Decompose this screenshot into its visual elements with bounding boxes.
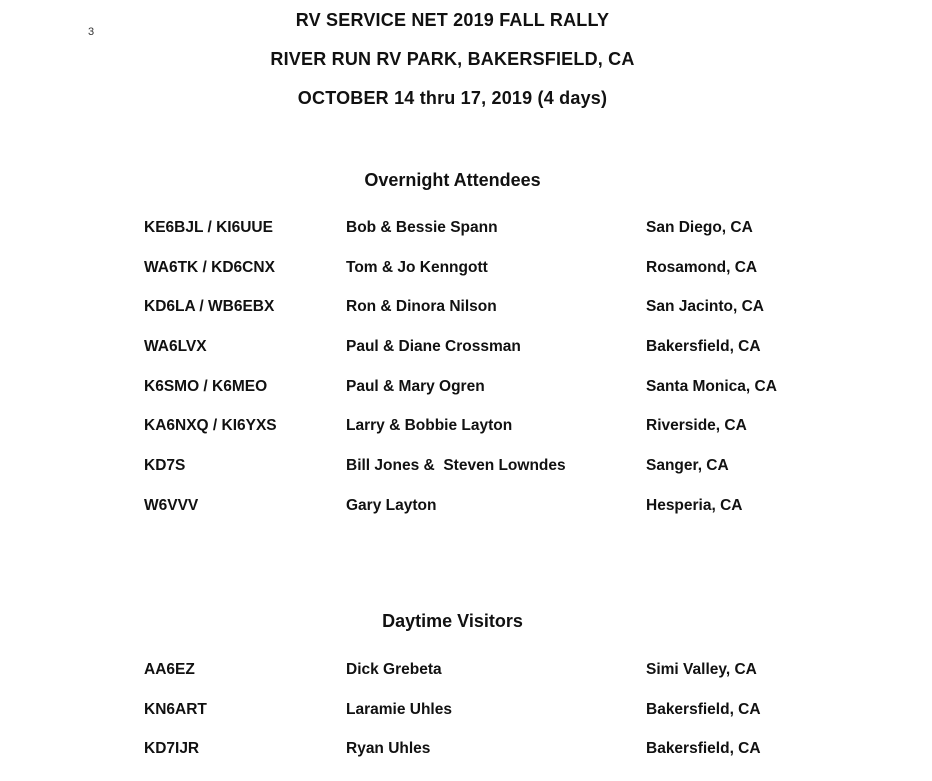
table-row [144,377,904,417]
table-row [144,337,904,377]
callsign: AA6EZ [144,661,195,678]
table-row [144,496,904,536]
attendee-names: Larry & Bobbie Layton [346,417,513,435]
attendee-names: Tom & Jo Kenngott [346,258,488,276]
visitor-names: Ryan Uhles [346,740,431,758]
table-row [144,660,904,700]
hometown: Simi Valley, CA [646,661,757,678]
attendee-names: Bob & Bessie Spann [346,219,498,236]
stray-mark: 3 [88,26,95,38]
hometown: Sanger, CA [646,457,729,475]
overnight-heading: Overnight Attendees [364,170,541,190]
callsign: KD7IJR [144,740,200,758]
visitor-names: Laramie Uhles [346,700,452,718]
callsign: WA6TK / KD6CNX [144,258,275,276]
attendee-names: Gary Layton [346,496,437,514]
document-venue: RIVER RUN RV PARK, BAKERSFIELD, CA [270,49,635,69]
callsign: K6SMO / K6MEO [144,377,268,395]
hometown: Bakersfield, CA [646,740,761,758]
table-row [144,416,904,456]
callsign: KD7S [144,457,186,475]
table-row [144,297,904,337]
attendee-names: Paul & Mary Ogren [346,377,485,395]
table-row [144,218,904,258]
table-row [144,456,904,496]
attendee-names: Paul & Diane Crossman [346,338,521,356]
callsign: KE6BJL / KI6UUE [144,219,273,236]
table-row [144,739,904,779]
callsign: KD6LA / WB6EBX [144,298,275,316]
hometown: San Jacinto, CA [646,298,764,316]
table-row [144,700,904,740]
table-row [144,258,904,298]
attendee-names: Bill Jones & Steven Lowndes [346,457,566,475]
hometown: Hesperia, CA [646,496,743,514]
callsign: WA6LVX [144,338,207,356]
callsign: W6VVV [144,496,199,514]
callsign: KN6ART [144,700,207,718]
hometown: Santa Monica, CA [646,377,777,395]
hometown: Rosamond, CA [646,258,758,276]
visitor-names: Dick Grebeta [346,661,442,678]
hometown: Riverside, CA [646,417,747,435]
overnight-list [144,218,904,536]
document-dates: OCTOBER 14 thru 17, 2019 (4 days) [297,88,608,108]
attendee-names: Ron & Dinora Nilson [346,298,497,316]
callsign: KA6NXQ / KI6YXS [144,417,277,435]
hometown: Bakersfield, CA [646,700,761,718]
daytime-heading: Daytime Visitors [382,611,523,631]
hometown: San Diego, CA [646,219,753,236]
hometown: Bakersfield, CA [646,338,761,356]
daytime-list [144,660,904,779]
document-title: RV SERVICE NET 2019 FALL RALLY [295,10,610,30]
